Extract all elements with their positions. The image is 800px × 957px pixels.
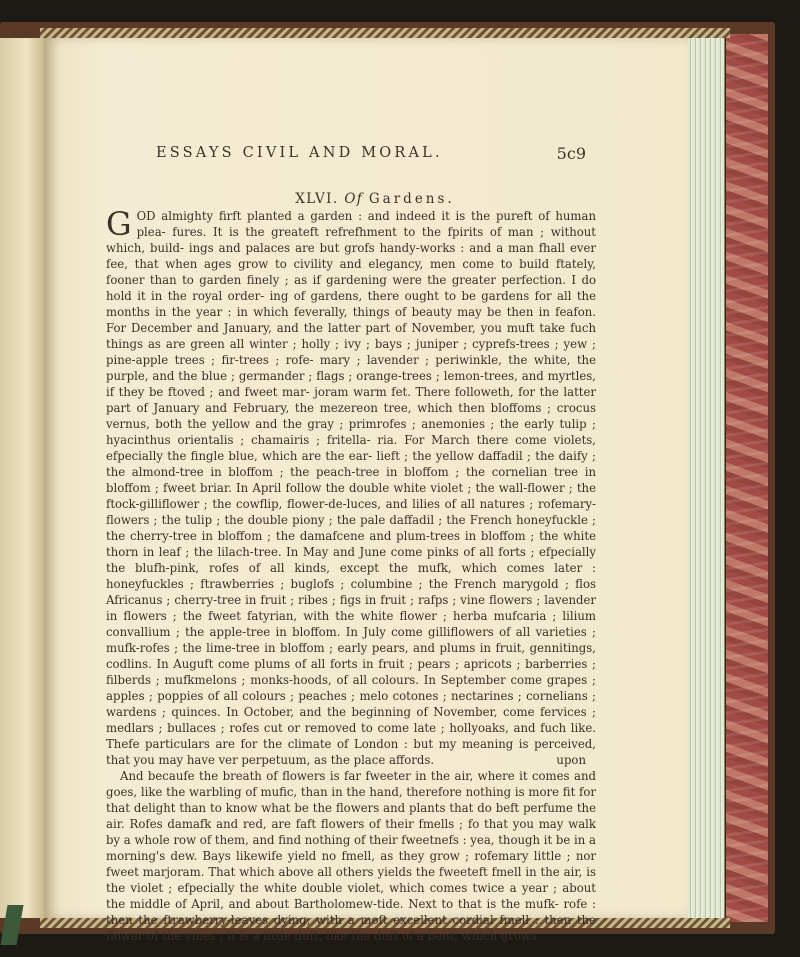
paragraph-text: OD almighty firft planted a garden : and indeed it is the pureft of human plea- fures. It is the greateft refrefhment to the fpirits of man ; without which, build- ings and palaces are but grofs handy-works : and a man fhall ever fee, that when ages grow to civility and elegancy, men come to build ftately, fooner than to garden finely ; as if gardening were the greater perfection. I do hold it in the royal order- ing of gardens, there ought to be gardens for all the months in the year : in which feverally, things of beauty may be then in feafon. For December and January, and the latter part of November, you muft take fuch things as are green all winter ; holly ; ivy ; bays ; juniper ; cyprefs-trees ; yew ; pine-apple trees ; fir-trees ; rofe- mary ; lavender ; periwinkle, the white, the purple, and the blue ; germander ; flags ; orange-trees ; lemon-trees, and myrtles, if they be ftoved ; and fweet mar- joram warm fet. There followeth, for the latter part of January and February, the mezereon tree, which then bloffoms ; crocus vernus, both the yellow and the gray ; primrofes ; anemonies ; the early tulip ; hyacinthus orientalis ; chamairis ; fritella- ria. For March there come violets, efpecially the fingle blue, which are the ear- lieft ; the yellow daffadil ; the daify ; the almond-tree in bloffom ; the peach-tree in bloffom ; the cornelian tree in bloffom ; fweet briar. In April follow the double white violet ; the wall-flower ; the ftock-gilliflower ; the cowflip, flower-de-luces, and lilies of all natures ; rofemary-flowers ; the tulip ; the double piony ; the pale daffadil ; the French honeyfuckle ; the cherry-tree in bloffom ; the damafcene and plum-trees in bloffom ; the white thorn in leaf ; the lilach-tree. In May and June come pinks of all forts ; efpecially the blufh-pink, rofes of all kinds, except the mufk, which comes later : honeyfuckles ; ftrawberries ; buglofs ; columbine ; the French marygold ; flos Africanus ; cherry-tree in fruit ; ribes ; figs in fruit ; rafps ; vine flowers ; lavender in flowers ; the fweet fatyrian, with the white flower ; herba mufcaria ; lilium convallium ; the apple-tree in bloffom. In July come gilliflowers of all varieties ; mufk-rofes ; the lime-tree in bloffom ; early pears, and plums in fruit, gennitings, codlins. In Auguft come plums of all forts in fruit ; pears ; apricots ; barberries ; filberds ; mufkmelons ; monks-hoods, of all colours. In September come grapes ; apples ; poppies of all colours ; peaches ; melo cotones ; nectarines ; cornelians ; wardens ; quinces. In October, and the beginning of November, come fervices ; medlars ; bullaces ; rofes cut or removed to come late ; hollyoaks, and fuch like. Thefe particulars are for the climate of London : but my meaning is perceived, that you may have ver perpetuum, as the place affords.: [106, 209, 596, 767]
page-fore-edge: [688, 38, 725, 918]
drop-cap: G: [106, 205, 132, 243]
page-number: 5c9: [556, 144, 586, 163]
body-text: [106, 205, 596, 944]
paragraph: And becaufe the breath of flowers is far fweeter in the air, where it comes and goes, like the warbling of mufic, than in the hand, therefore nothing is more fit for that delight than to know what be the flowers and plants that do beft perfume the air. Rofes damafk and red, are faft flowers of their fmells ; fo that you may walk by a whole row of them, and find nothing of their fweetnefs : yea, though it be in a morning's dew. Bays likewife yield no fmell, as they grow ; rofemary little ; nor fweet marjoram. That which above all others yields the fweeteft fmell in the air, is the violet ; efpecially the white double violet, which comes twice a year ; about the middle of April, and about Bartholomew-tide. Next to that is the mufk- rofe : then the ftrawberry-leaves dying, with a moft excellent cordial fmell : then the flower of the vines ; it is a little duft, like the duft of a bent, which grows: [106, 769, 596, 943]
running-title: ESSAYS CIVIL AND MORAL.: [156, 145, 443, 161]
headband: [40, 28, 730, 38]
chapter-title: Gardens.: [368, 191, 455, 207]
marbled-edge: [724, 34, 768, 922]
chapter-heading: [160, 191, 590, 207]
chapter-number: XLVI.: [295, 191, 339, 207]
facing-page-edge: [0, 38, 44, 918]
chapter-of: Of: [344, 191, 364, 207]
paragraph: [106, 205, 596, 768]
catchword: upon: [556, 753, 586, 767]
